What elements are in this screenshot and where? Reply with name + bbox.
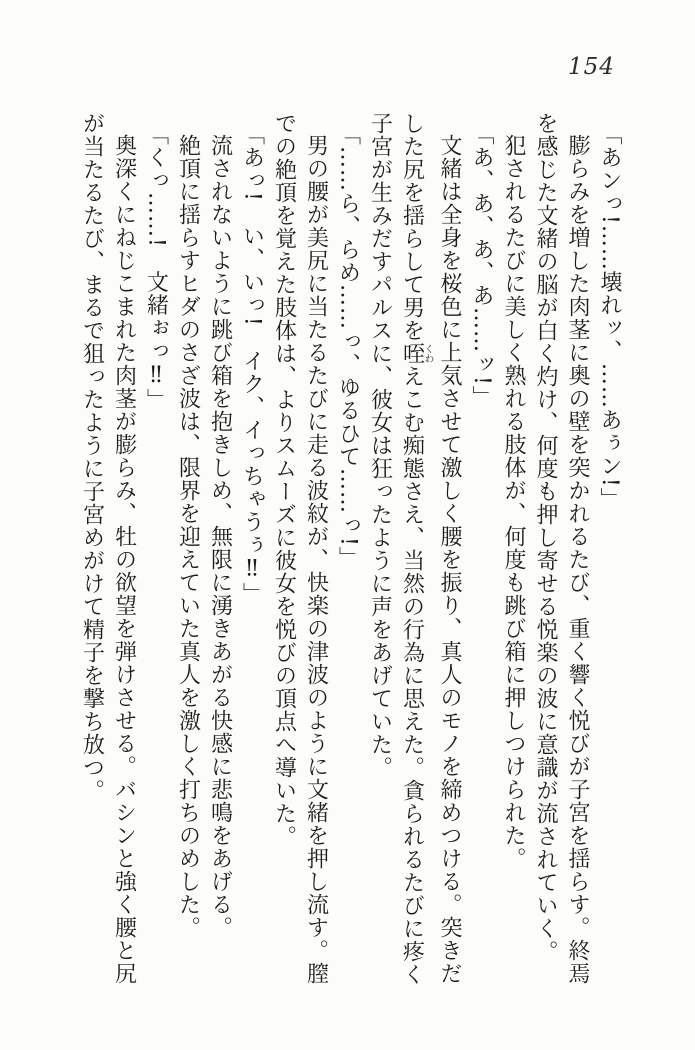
- text-line: 「……ら、らめ……っ、ゆるひて……っ!」: [335, 123, 361, 570]
- text-line: 文緒は全身を桜色に上気させて激しく腰を振り、真人のモノを締めつける。突きだ: [437, 134, 462, 985]
- furigana-annotation: 咥くわ: [399, 342, 434, 365]
- text-line: 犯されるたびに美しく熟れる肢体が、何度も跳び箱に押しつけられた。: [501, 134, 526, 870]
- page-number: 154: [568, 54, 615, 80]
- text-line: 「あンっ!……壊れッ、……あぅン!」: [597, 123, 622, 511]
- text-line: 男の腰が美尻に当たるたびに走る波紋が、快楽の津波のように文緒を押し流す。膣: [303, 134, 329, 985]
- text-line: での絶頂を覚えた肢体は、よりスムーズに彼女を悦びの頂点へ導いた。: [271, 112, 297, 848]
- text-line: 膨らみを増した肉茎に奥の壁を突かれるたび、重く響く悦びが子宮を揺らす。終焉: [565, 134, 590, 985]
- text-block: [76, 112, 626, 990]
- text-line: 「あ、あ、あ、あ……ッ!」: [469, 123, 494, 409]
- text-line: が当たるたび、まるで狙ったように子宮めがけて精子を撃ち放つ。: [79, 112, 105, 802]
- text-line: 流されないように跳び箱を抱きしめ、無限に湧きあがる快感に悲鳴をあげる。: [207, 134, 233, 939]
- text-line: した尻を揺らして男を咥くわえこむ痴態さえ、当然の行為に思えた。貪られるたびに疼く: [399, 112, 434, 986]
- text-line: 「あっ! い、いっ! イク、イっちゃうぅ‼」: [239, 123, 265, 606]
- text-line: 「くっ……! 文緒ぉっ‼」: [143, 123, 169, 412]
- text-line: 子宮が生みだすパルスに、彼女は狂ったように声をあげていた。: [367, 112, 393, 779]
- text-line: 絶頂に揺らすヒダのさざ波は、限界を迎えていた真人を激しく打ちのめした。: [175, 134, 201, 939]
- text-line: を感じた文緒の脳が白く灼け、何度も押し寄せる悦楽の波に意識が流されていく。: [533, 112, 558, 963]
- text-line: 奥深くにねじこまれた肉茎が膨らみ、牡の欲望を弾けさせる。バシンと強く腰と尻: [111, 134, 137, 985]
